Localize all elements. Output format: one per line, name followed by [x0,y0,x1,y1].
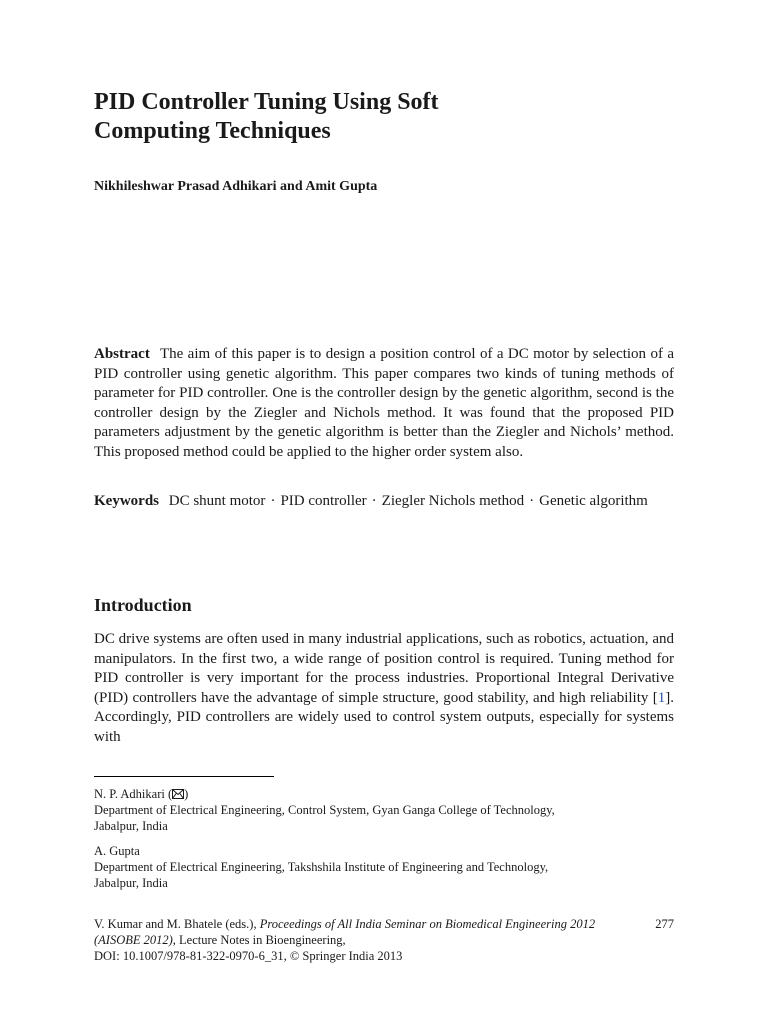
abstract [94,345,674,463]
introduction-text-continued: ]. Accordingly, PID controllers are widely used to control system outputs, especially for systems with [94,689,674,745]
keyword-item: PID controller [280,493,367,509]
paper-title [94,88,694,146]
source-proceedings: Proceedings of All India Seminar on Biomedical Engineering 2012 (AISOBE 2012) [94,917,596,947]
footnote-author-name-close: ) [184,787,189,801]
keyword-item: DC shunt motor [168,493,266,509]
envelope-icon[interactable] [172,789,184,799]
abstract-text: The aim of this paper is to design a position control of a DC motor by selection of a PID controller using genetic algorithm. This paper compares two kinds of tuning methods of parameter for PID controller. One is the controller design by the genetic algorithm, second is the controller design by the Ziegler and Nichols method. It was found that the proposed PID parameters adjustment by the genetic algorithm is better than the Ziegler and Nichols’ method. This proposed method could be applied to the higher order system also. [94,346,675,460]
footnote-city: Jabalpur, India [94,876,168,890]
title-line-1: PID Controller Tuning Using Soft [94,89,439,115]
page-number: 277 [655,917,674,931]
keyword-separator: · [371,493,377,509]
footnote-author-name: N. P. Adhikari ( [94,787,173,801]
keyword-item: Genetic algorithm [539,493,648,509]
footnote-divider [94,776,274,777]
introduction-text: DC drive systems are often used in many industrial applications, such as robotics, actuation, and manipulators. In the first two, a wide range of position control is required. Tuning method for PID controller is very important for the process industries. Proportional Integral Derivative (PID) controllers have the advantage of simple structure, good stability, and high reliability [ [94,631,674,706]
footnote-affiliation: Department of Electrical Engineering, Takshshila Institute of Engineering and Technology, [94,860,549,874]
introduction-paragraph [94,630,674,748]
author-list: Nikhileshwar Prasad Adhikari and Amit Gupta [94,179,378,194]
keyword-separator: · [270,493,276,509]
keyword-separator: · [529,493,535,509]
author-footnote-2 [94,843,674,891]
source-series: , Lecture Notes in Bioengineering, [172,933,346,947]
abstract-label: Abstract [94,346,150,362]
footnote-city: Jabalpur, India [94,819,168,833]
keywords [94,492,674,512]
title-line-2: Computing Techniques [94,118,331,144]
keyword-item: Ziegler Nichols method [381,493,525,509]
source-editors: V. Kumar and M. Bhatele (eds.), [94,917,260,931]
author-footnote-1 [94,786,674,834]
footnote-affiliation: Department of Electrical Engineering, Control System, Gyan Ganga College of Technology, [94,803,555,817]
source-citation [94,916,624,964]
source-doi: DOI: 10.1007/978-81-322-0970-6_31, © Springer India 2013 [94,949,403,963]
citation-link[interactable]: 1 [657,689,666,706]
keywords-label: Keywords [94,493,159,509]
section-heading-introduction: Introduction [94,595,192,615]
footnote-author-name: A. Gupta [94,844,140,858]
